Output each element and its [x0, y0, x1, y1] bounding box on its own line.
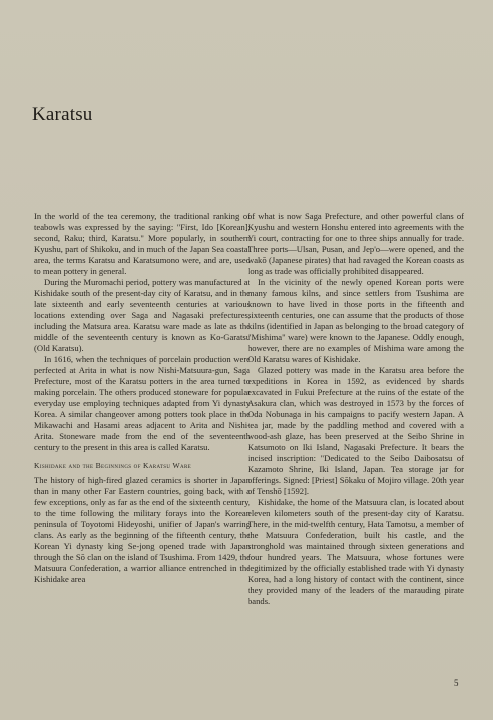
section-heading: Kishidake and the Beginnings of Karatsu Ware — [34, 461, 192, 470]
paragraph: The history of high-fired glazed ceramics is shorter in Japan than in many other Far Eastern countries, going back, with a few exceptions, only as far as the end of the sixteenth century, to the time following the military forays into the Korean peninsula of Toyotomi Hideyoshi, unifier of Japan's warring clans. As early as the beginning of the fifteenth century, the Korean Yi dynasty king Se-jong opened trade with Japan through the Sō clan on the island of Tsushima. From 1429, the Matsuura Confederation, a warrior alliance entrenched in the Kishidake area — [34, 475, 250, 584]
page-number: 5 — [454, 678, 459, 688]
paragraph: Kishidake, the home of the Matsuura clan, is located about eleven kilometers south of the present-day city of Karatsu. There, in the mid-twelfth century, Hata Tamotsu, a member of the Matsuura Confederation, built his castle, and the stronghold was maintained through sixteen generations and four hundred years. The Matsuura, whose fortunes were legitimized by the officially established trade with Yi dynasty Korea, had a long history of contact with the continent, since they provided many of the leaders of the marauding pirate bands. — [248, 497, 464, 606]
paragraph: In the world of the tea ceremony, the traditional ranking of teabowls was expressed by the saying: "First, Ido [Korean]; second, Raku; third, Karatsu." More popularly, in southern Kyushu, part of Shikoku, and in much of the Japan Sea coastal area, the terms Karatsu and Karatsumono were, and are, used to mean pottery in general. — [34, 211, 250, 276]
paragraph: In the vicinity of the newly opened Korean ports were many famous kilns, and since settlers from Tsushima are known to have lived in those ports in the fifteenth and sixteenth centuries, one can assume that the products of those kilns (identified in Japan as belonging to the broad category of "Mishima" ware) were known to the Japanese. Oddly enough, however, there are no examples of Mishima ware among the Old Karatsu wares of Kishidake. — [248, 277, 464, 364]
paragraph: of what is now Saga Prefecture, and other powerful clans of Kyushu and western Honshu entered into agreements with the Yi court, contracting for one to three ships annually for trade. Three ports—Ulsan, Pusan, and Jep'o—were opened, and the wakō (Japanese pirates) that had ravaged the Korean coasts as long as trade was officially prohibited disappeared. — [248, 211, 464, 276]
paragraph: In 1616, when the techniques of porcelain production were perfected at Arita in what is now Nishi-Matsuura-gun, Saga Prefecture, most of the Karatsu potters in the area turned to making porcelain. The others produced stoneware for popular everyday use employing techniques adapted from Yi dynasty Korea. A similar changeover among potters took place in the Mikawachi and Hasami areas adjacent to Arita and Nishi-Arita. Stoneware made from the end of the seventeenth century to the present in this area is called Karatsu. — [34, 354, 250, 452]
paragraph: Glazed pottery was made in the Karatsu area before the expeditions in Korea in 1592, as evidenced by shards excavated in Fukui Prefecture at the ruins of the estate of the Asakura clan, which was destroyed in 1573 by the forces of Oda Nobunaga in his campaigns to pacify western Japan. A tea jar, made by the paddling method and covered with a wood-ash glaze, has been preserved at the Seibo Shrine in Katsumoto on Iki Island, Nagasaki Prefecture. It bears the incised inscription: "Dedicated to the Seibo Daibosatsu of Kazamoto Shrine, Iki Island, Japan. Tea storage jar for offerings. Signed: [Priest] Sōkaku of Mojiro village. 20th year of Tenshō [1592]. — [248, 365, 464, 496]
right-text-column — [248, 211, 464, 607]
paragraph: During the Muromachi period, pottery was manufactured at Kishidake south of the present-day city of Karatsu, and in the late sixteenth and early seventeenth centuries at various locations extending over Saga and Nagasaki prefectures, including the Matsura area. Karatsu ware made as late as the middle of the seventeenth century is known as Ko-Garatsu (Old Karatsu). — [34, 277, 250, 353]
left-text-column — [34, 211, 250, 585]
chapter-title: Karatsu — [32, 104, 93, 125]
